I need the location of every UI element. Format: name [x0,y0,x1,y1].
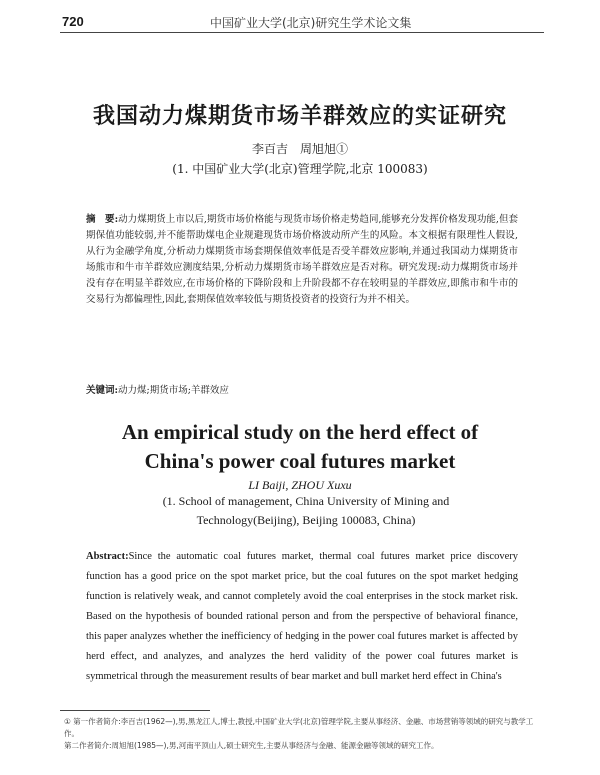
running-header: 中国矿业大学(北京)研究生学术论文集 [210,16,412,30]
english-title-line-1: An empirical study on the herd effect of [121,420,479,444]
english-abstract-label: Abstract: [86,551,129,562]
footnotes [64,716,544,752]
footnote-rule [60,710,210,711]
chinese-affiliation: (1. 中国矿业大学(北京)管理学院,北京 100083) [172,162,428,176]
chinese-abstract-label: 摘 要: [86,214,119,225]
chinese-abstract-text: 动力煤期货上市以后,期货市场价格能与现货市场价格走势趋同,能够充分发挥价格发现功能,但套期保值功能较弱,并不能帮助煤电企业规避现货市场价格波动所产生的风险。本文根据有限理性人假设,从行为金融学角度,分析动力煤期货市场套期保值效率低是否受羊群效应影响,并通过我国动力煤期货市场熊市和牛市羊群效应测度结果,分析动力煤期货市场羊群效应是否对称。研究发现:动力煤期货市场并没有存在明显羊群效应,在市场价格的下降阶段和上升阶段都不存在较明显的羊群效应,即熊市和牛市的交易行为都偏理性,因此,套期保值效率较低与期货投资者的投资行为并不相关。 [86,214,519,305]
english-affiliation [126,492,486,530]
footnote-first-author: ① 第一作者简介:李百吉(1962—),男,黑龙江人,博士,教授,中国矿业大学(北京)管理学院,主要从事经济、金融、市场营销等领域的研究与教学工作。 [64,717,534,738]
chinese-keywords [86,383,518,399]
english-abstract-text: Since the automatic coal futures market, thermal coal futures market price discovery function has a good price on the spot market price, but the coal futures on the spot market hedging function is relatively weak, and cannot completely avoid the coal enterprises in the stock market risk. Based on the hypothesis of bounded rational person and from the perspective of behavioral finance, this paper analyzes whether the inefficiency of hedging in the power coal futures market is affected by herd effect, and analyzes, and analyzes the herd validity of the power coal futures market is symmetrical through the measurement results of bear market and bull market herd effect in China's [86,551,518,682]
english-affiliation-line-2: Technology(Beijing), Beijing 100083, China) [196,513,416,527]
page-number: 720 [62,14,84,29]
chinese-keywords-label: 关键词: [86,385,119,396]
header-rule [60,32,544,33]
english-title-line-2: China's power coal futures market [144,449,456,473]
english-abstract [86,547,518,687]
footnote-second-author: 第二作者简介:周旭旭(1985—),男,河南平顶山人,硕士研究生,主要从事经济与金融、能源金融等领域的研究工作。 [64,741,439,750]
english-title [0,418,600,476]
chinese-authors: 李百吉 周旭旭① [251,142,348,156]
chinese-abstract [86,212,518,308]
english-authors: LI Baiji, ZHOU Xuxu [248,478,352,492]
chinese-title: 我国动力煤期货市场羊群效应的实证研究 [92,103,507,129]
chinese-keywords-text: 动力煤;期货市场;羊群效应 [118,385,229,396]
english-affiliation-line-1: (1. School of management, China University of Mining and [162,494,450,508]
